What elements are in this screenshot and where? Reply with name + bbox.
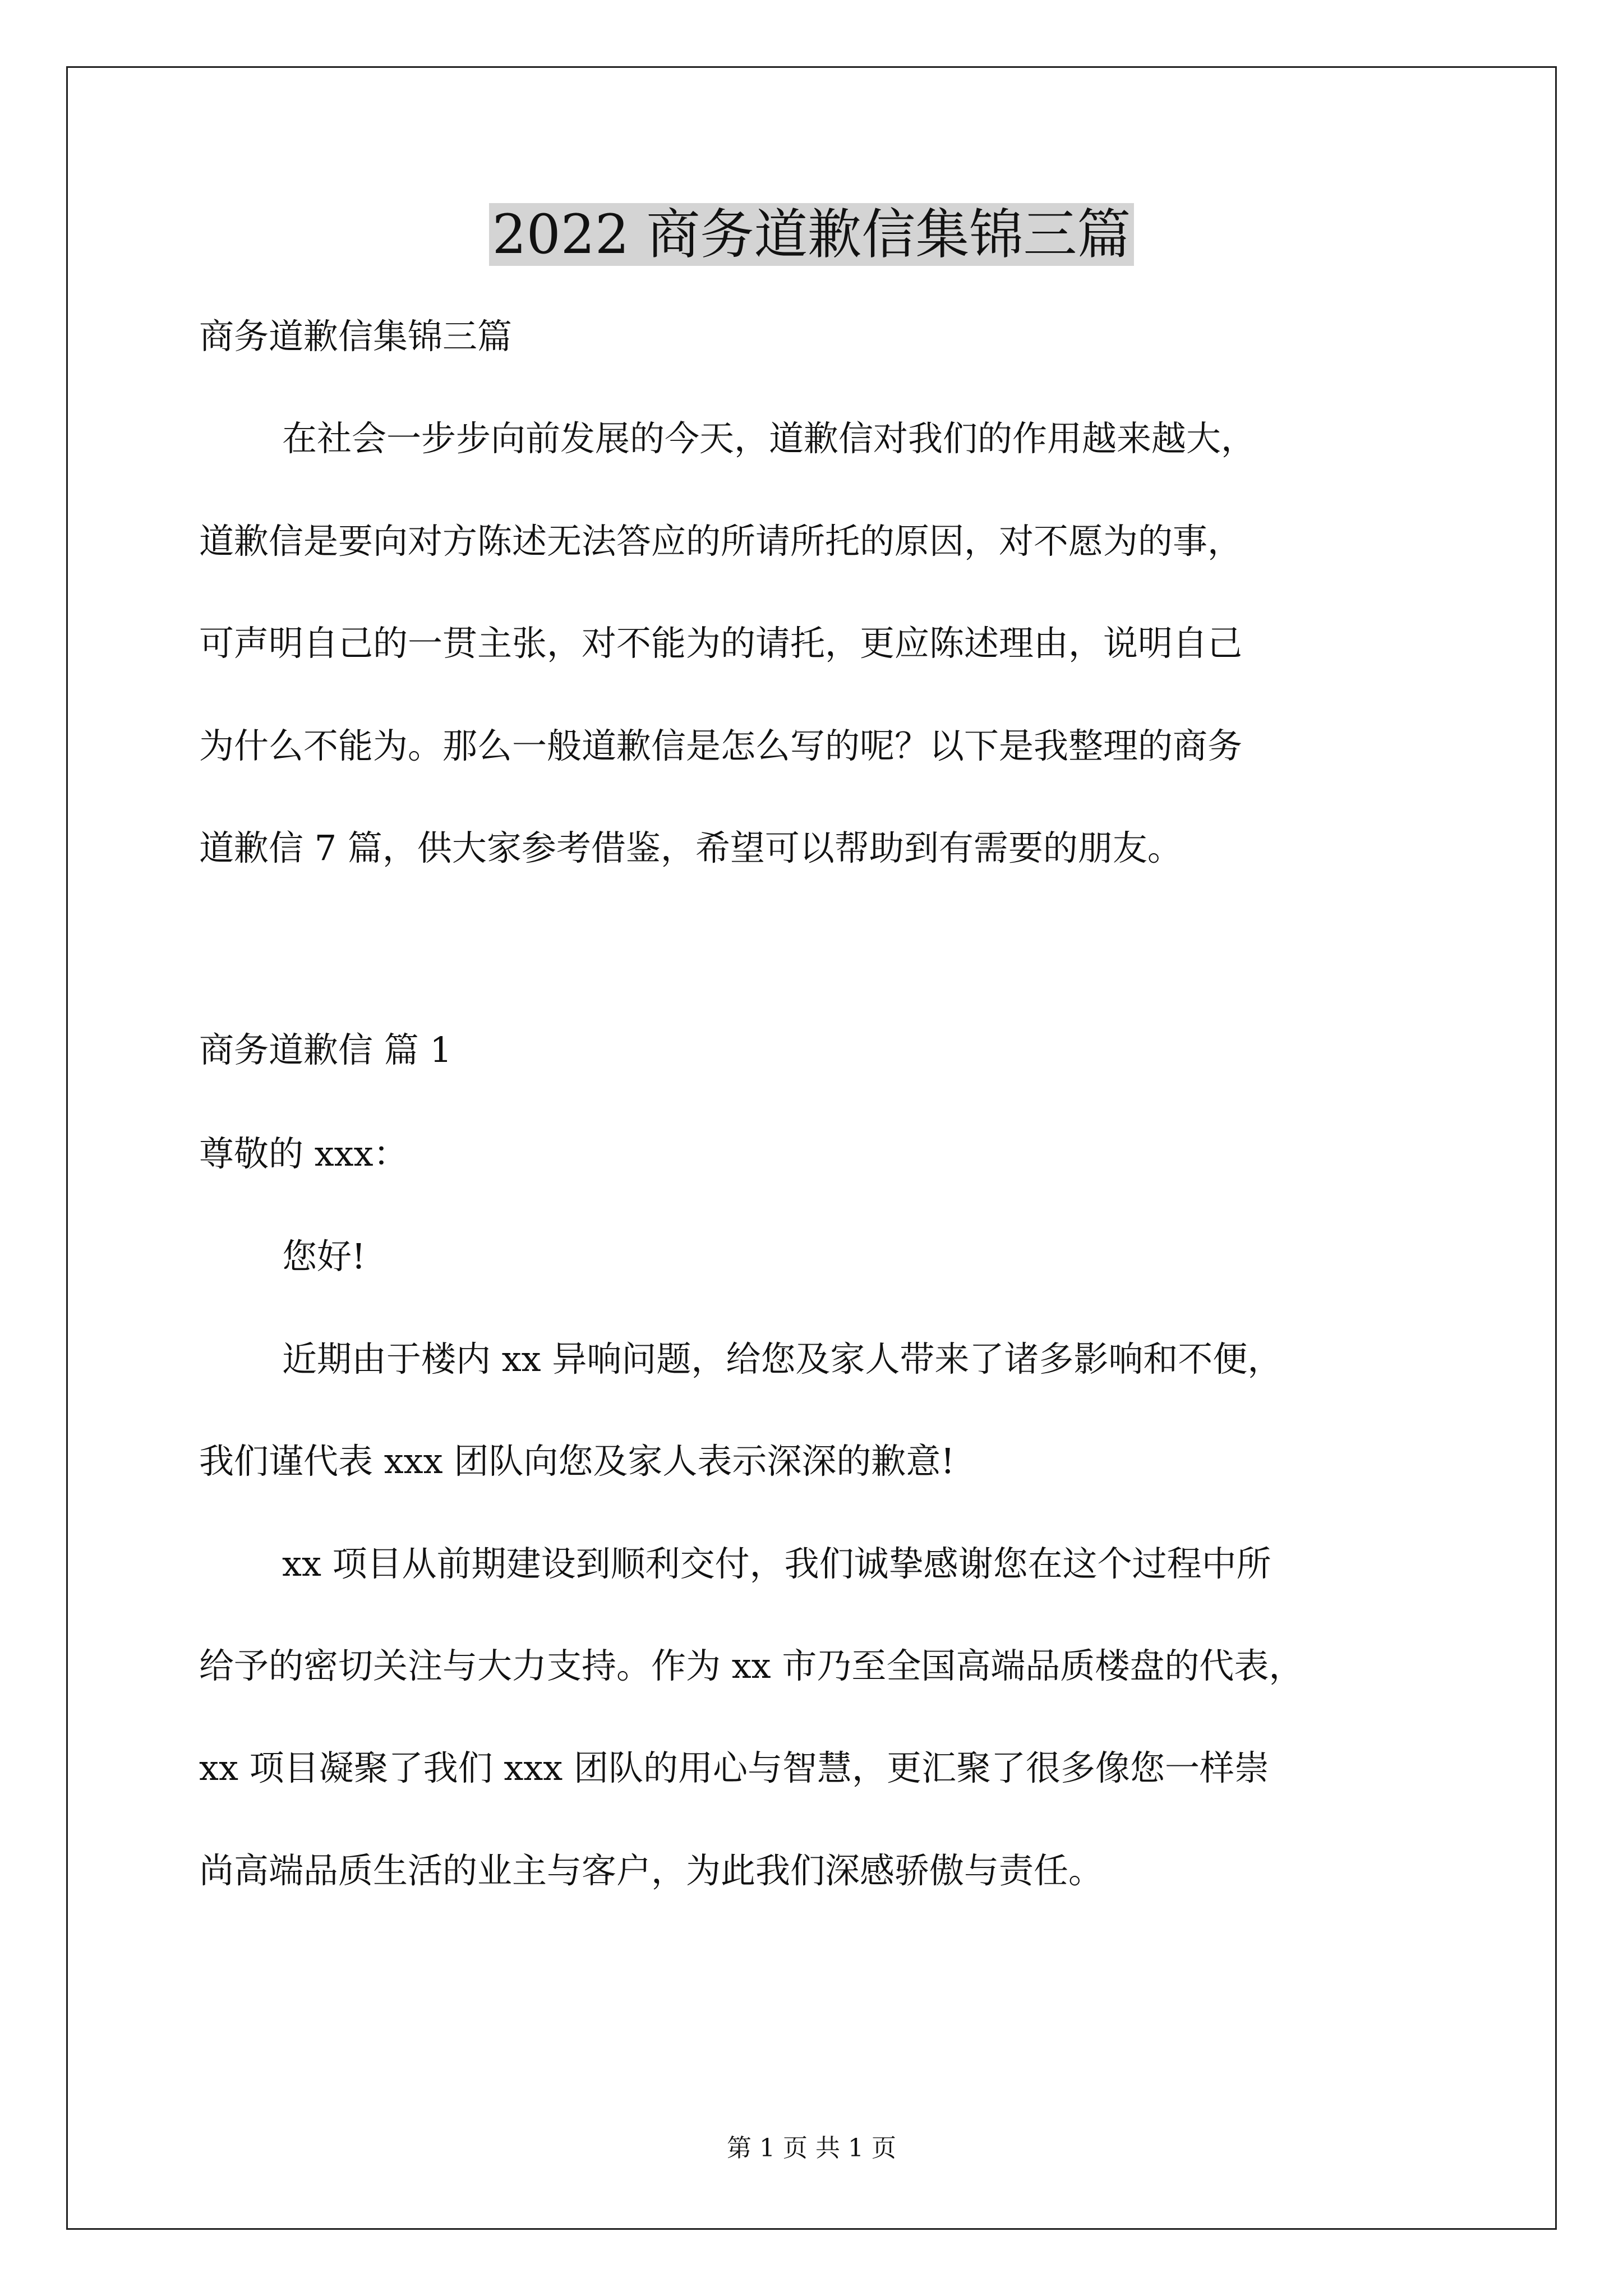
body-line: 给予的密切关注与大力支持。作为 xx 市乃至全国高端品质楼盘的代表， bbox=[199, 1645, 1304, 1686]
body-line: xx 项目从前期建设到顺利交付，我们诚挚感谢您在这个过程中所 bbox=[282, 1543, 1271, 1584]
body-line: xx 项目凝聚了我们 xxx 团队的用心与智慧，更汇聚了很多像您一样崇 bbox=[199, 1747, 1269, 1788]
intro-line: 为什么不能为。那么一般道歉信是怎么写的呢？以下是我整理的商务 bbox=[199, 725, 1243, 766]
intro-line: 在社会一步步向前发展的今天，道歉信对我们的作用越来越大， bbox=[282, 418, 1256, 459]
body-line: 我们谨代表 xxx 团队向您及家人表示深深的歉意! bbox=[199, 1441, 955, 1481]
page-number-footer: 第 1 页 共 1 页 bbox=[727, 2134, 896, 2162]
document-title bbox=[0, 199, 1623, 270]
body-line: 近期由于楼内 xx 异响问题，给您及家人带来了诸多影响和不便， bbox=[282, 1338, 1283, 1379]
intro-line: 可声明自己的一贯主张，对不能为的请托，更应陈述理由，说明自己 bbox=[199, 623, 1243, 664]
intro-line: 道歉信 7 篇，供大家参考借鉴，希望可以帮助到有需要的朋友。 bbox=[199, 827, 1182, 868]
document-subtitle: 商务道歉信集锦三篇 bbox=[199, 316, 513, 357]
salutation: 尊敬的 xxx： bbox=[199, 1133, 408, 1174]
document-title-text: 2022 商务道歉信集锦三篇 bbox=[489, 203, 1135, 266]
body-line: 尚高端品质生活的业主与客户，为此我们深感骄傲与责任。 bbox=[199, 1850, 1104, 1891]
section-heading: 商务道歉信 篇 1 bbox=[199, 1029, 452, 1070]
intro-line: 道歉信是要向对方陈述无法答应的所请所托的原因，对不愿为的事， bbox=[199, 521, 1243, 562]
greeting: 您好! bbox=[282, 1236, 366, 1277]
